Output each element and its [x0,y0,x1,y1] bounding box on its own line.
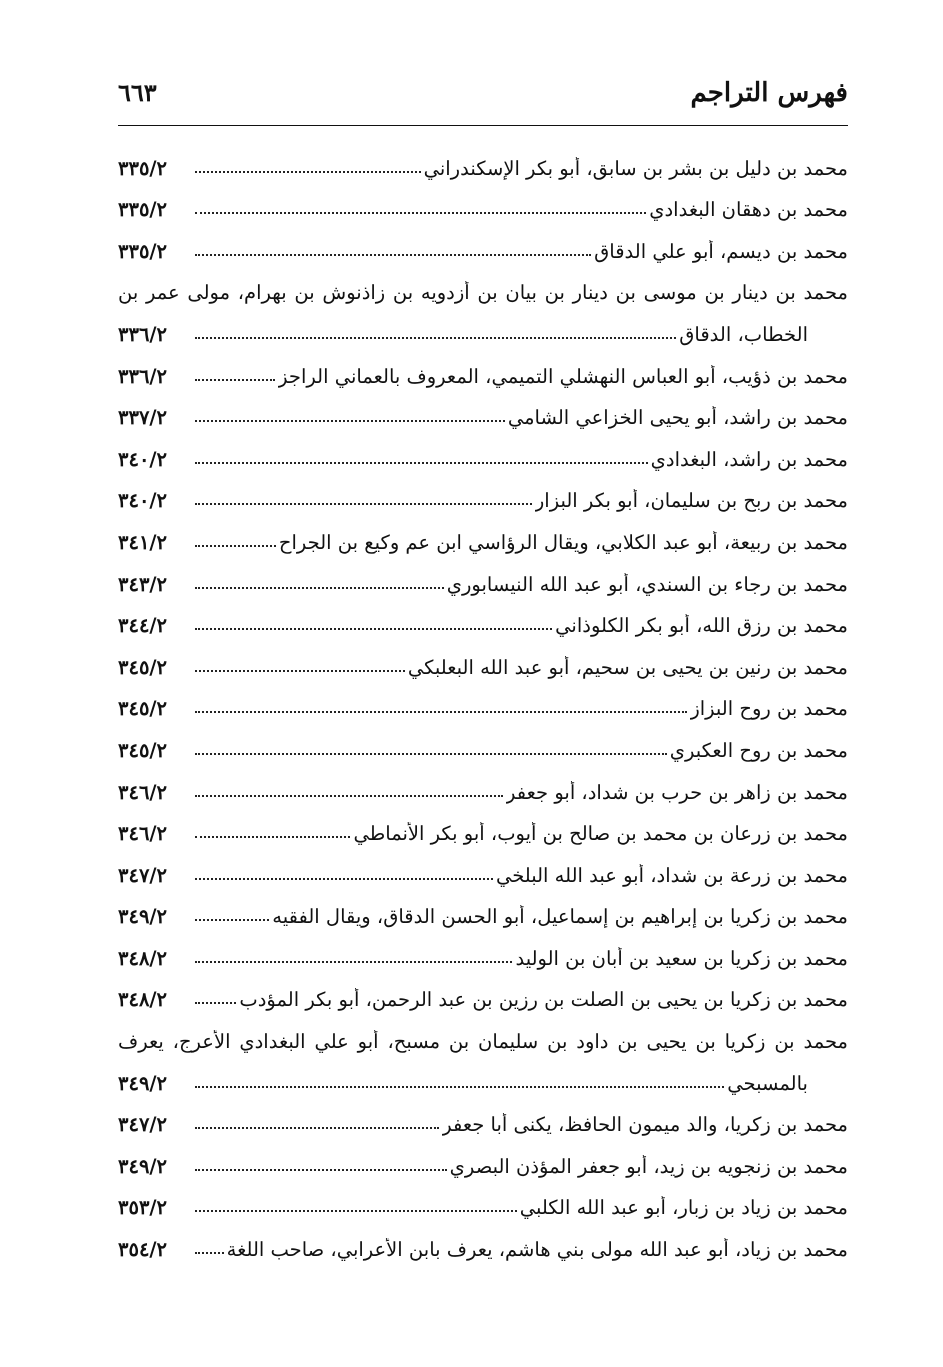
entry-reference: ٣٤٩/٢ [118,1154,168,1178]
entry-reference: ٣٤٥/٢ [118,655,168,679]
entry-reference: ٣٣٥/٢ [118,156,168,180]
index-entry [118,679,848,721]
leader-dots [195,1086,724,1088]
leader-dots [195,587,444,589]
index-entry [118,1136,848,1178]
leader-dots [195,711,687,713]
entry-name: محمد بن دليل بن بشر بن سابق، أبو بكر الإسكندراني [423,156,848,180]
entry-reference: ٣٣٦/٢ [118,364,168,388]
index-entries [118,138,848,1261]
entry-name: محمد بن راشد، أبو يحيى الخزاعي الشامي [507,406,848,430]
index-entry [118,887,848,929]
entry-name: محمد بن ربح بن سليمان، أبو بكر البزار [534,489,848,513]
entry-name: محمد بن زكريا بن إبراهيم بن إسماعيل، أبو الحسن الدقاق، ويقال الفقيه [272,905,848,929]
index-entry [118,1178,848,1220]
entry-reference: ٣٣٧/٢ [118,406,168,430]
index-entry [118,970,848,1012]
entry-reference: ٣٥٤/٢ [118,1238,168,1262]
leader-dots [195,337,676,339]
leader-dots [195,545,276,547]
leader-dots [195,171,421,173]
entry-name: محمد بن رزق الله، أبو بكر الكلوذاني [555,614,848,638]
entry-reference: ٣٤٩/٢ [118,1071,168,1095]
leader-dots [195,753,667,755]
index-entry [118,429,848,471]
entry-name: محمد بن دينار بن موسى بن دينار بن بيان بن أزدويه بن زاذنوش بن بهرام، مولى عمر بن [118,281,848,305]
entry-name: محمد بن زرعان بن محمد بن صالح بن أيوب، أبو بكر الأنماطي [353,822,848,846]
index-entry [118,263,848,346]
index-entry [118,845,848,887]
index-entry [118,637,848,679]
leader-dots [195,420,505,422]
leader-dots [195,878,493,880]
entry-name: محمد بن ربيعة، أبو عبد الكلابي، ويقال الرؤاسي ابن عم وكيع بن الجراح [278,530,848,554]
entry-reference: ٣٤٩/٢ [118,905,168,929]
leader-dots [195,1252,224,1254]
entry-reference: ٣٤٧/٢ [118,1113,168,1137]
index-entry [118,554,848,596]
index-entry [118,804,848,846]
leader-dots [195,462,648,464]
entry-name: محمد بن روح البزاز [690,697,848,721]
entry-name: محمد بن زياد، أبو عبد الله مولى بني هاشم، يعرف بابن الأعرابي، صاحب اللغة [226,1238,848,1262]
leader-dots [195,961,512,963]
index-entry [118,512,848,554]
entry-reference: ٣٤٠/٢ [118,447,168,471]
entry-reference: ٣٣٦/٢ [118,322,168,346]
index-entry [118,928,848,970]
entry-reference: ٣٤٨/٢ [118,988,168,1012]
entry-name: محمد بن رنين بن يحيى بن سحيم، أبو عبد الله البعلبكي [407,655,848,679]
entry-name: محمد بن ديسم، أبو علي الدقاق [594,239,848,263]
entry-reference: ٣٥٣/٢ [118,1196,168,1220]
entry-name: محمد بن زرعة بن شداد، أبو عبد الله البلخي [495,863,848,887]
entry-reference: ٣٣٥/٢ [118,198,168,222]
entry-reference: ٣٤٥/٢ [118,697,168,721]
index-entry [118,221,848,263]
entry-reference: ٣٤٥/٢ [118,738,168,762]
entry-name: محمد بن زكريا بن سعيد بن أبان بن الوليد [515,946,848,970]
entry-reference: ٣٤١/٢ [118,530,168,554]
leader-dots [195,628,552,630]
leader-dots [195,379,275,381]
leader-dots [195,836,350,838]
leader-dots [195,1127,439,1129]
entry-name: محمد بن زنجويه بن زيد، أبو جعفر المؤذن البصري [449,1154,848,1178]
index-entry [118,1219,848,1261]
index-entry [118,471,848,513]
entry-name-continuation: بالمسبحي [727,1071,808,1095]
index-entry [118,1095,848,1137]
entry-name: محمد بن زكريا، والد ميمون الحافظ، يكنى أبا جعفر [442,1113,848,1137]
entry-reference: ٣٣٥/٢ [118,239,168,263]
leader-dots [195,1210,517,1212]
page-title: فهرس التراجم [690,78,848,108]
header-rule [118,125,848,126]
entry-name: محمد بن راشد، البغدادي [650,447,848,471]
leader-dots [195,254,591,256]
index-entry [118,762,848,804]
page-number: ٦٦٣ [118,78,157,107]
entry-name: محمد بن دهقان البغدادي [649,198,848,222]
page-header [118,70,848,122]
entry-reference: ٣٤٦/٢ [118,822,168,846]
leader-dots [195,670,405,672]
leader-dots [195,212,646,214]
entry-name: محمد بن زكريا بن يحيى بن داود بن سليمان بن مسبح، أبو علي البغدادي الأعرج، يعرف [118,1030,848,1054]
entry-name: محمد بن زياد بن زبار، أبو عبد الله الكلبي [519,1196,848,1220]
entry-name: محمد بن زاهر بن حرب بن شداد، أبو جعفر [506,780,848,804]
entry-name: محمد بن زكريا بن يحيى بن الصلت بن رزين بن عبد الرحمن، أبو بكر المؤدب [239,988,848,1012]
index-entry [118,1011,848,1094]
entry-reference: ٣٤٣/٢ [118,572,168,596]
entry-reference: ٣٤٠/٢ [118,489,168,513]
index-entry [118,596,848,638]
index-entry [118,720,848,762]
index-entry [118,138,848,180]
index-entry [118,388,848,430]
leader-dots [195,795,503,797]
entry-name: محمد بن رجاء بن السندي، أبو عبد الله النيسابوري [446,572,848,596]
leader-dots [195,1169,447,1171]
entry-reference: ٣٤٧/٢ [118,863,168,887]
index-entry [118,180,848,222]
leader-dots [195,503,532,505]
index-entry [118,346,848,388]
entry-name-continuation: الخطاب، الدقاق [679,322,808,346]
entry-name: محمد بن ذؤيب، أبو العباس النهشلي التميمي، المعروف بالعماني الراجز [278,364,848,388]
entry-reference: ٣٤٤/٢ [118,614,168,638]
entry-reference: ٣٤٦/٢ [118,780,168,804]
leader-dots [195,919,269,921]
leader-dots [195,1002,236,1004]
entry-name: محمد بن روح العكبري [669,738,848,762]
entry-reference: ٣٤٨/٢ [118,946,168,970]
